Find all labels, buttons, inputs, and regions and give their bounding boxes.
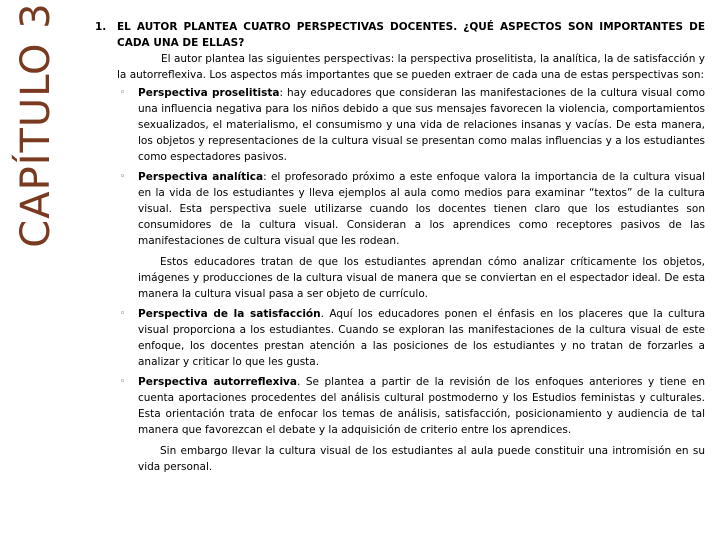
list-item xyxy=(95,306,705,370)
perspective-extra: Estos educadores tratan de que los estudiantes aprendan cómo analizar críticamente los objetos, imágenes y producciones de la cultura visual de manera que se conviertan en el espectador ideal. De esta manera la cultura visual pasa a ser objeto de currículo. xyxy=(138,256,705,300)
question-number: 1. xyxy=(95,21,107,33)
bullet-icon: ◦ xyxy=(120,88,126,98)
chapter-label-container xyxy=(6,0,66,250)
perspective-body: . Aquí los educadores ponen el énfasis en los placeres que la cultura visual proporciona a los estudiantes. Cuando se exploran las manifestaciones de la cultura visual de este enfoque, los docentes prestan atención a las posiciones de los estudiantes y no tratan de forzarles a analizar y criticar lo que les gusta. xyxy=(138,308,705,368)
perspective-list xyxy=(95,85,705,475)
perspective-body: : el profesorado próximo a este enfoque valora la importancia de la cultura visual en la vida de los estudiantes y lleva ejemplos al aula como medios para examinar “textos” de la cultura visual. Esta perspectiva suele utilizarse cuando los docentes tienen claro que los estudiantes son consumidores de la cultura visual. Consideran a los aprendices como receptores pasivos de las manifestaciones de cultura visual que les rodean. xyxy=(138,171,705,247)
chapter-label: CAPÍTULO 3 xyxy=(13,2,59,248)
bullet-icon: ◦ xyxy=(120,309,126,319)
perspective-term: Perspectiva de la satisfacción xyxy=(138,308,321,320)
bullet-icon: ◦ xyxy=(120,172,126,182)
question-heading xyxy=(95,19,705,51)
perspective-term: Perspectiva proselitista xyxy=(138,87,280,99)
question-text: EL AUTOR PLANTEA CUATRO PERSPECTIVAS DOCENTES. ¿QUÉ ASPECTOS SON IMPORTANTES DE CADA UNA DE ELLAS? xyxy=(117,21,705,49)
perspective-term: Perspectiva autorreflexiva xyxy=(138,376,297,388)
perspective-body: : hay educadores que consideran las manifestaciones de la cultura visual como una influencia negativa para los niños debido a que sus mensajes favorecen la violencia, comportamientos sexualizados, el materialismo, el consumismo y una vida de relaciones insanas y vacías. De esta manera, los objetos y representaciones de la cultura visual se presentan como malas influencias y a los estudiantes como espectadores pasivos. xyxy=(138,87,705,163)
perspective-term: Perspectiva analítica xyxy=(138,171,264,183)
document-body xyxy=(95,19,705,479)
bullet-icon: ◦ xyxy=(120,377,126,387)
list-item xyxy=(95,169,705,302)
intro-paragraph: El autor plantea las siguientes perspectivas: la perspectiva proselitista, la analítica, la de satisfacción y la autorreflexiva. Los aspectos más importantes que se pueden extraer de cada una de estas perspectivas son: xyxy=(117,53,705,81)
list-item xyxy=(95,85,705,165)
perspective-body: . Se plantea a partir de la revisión de los enfoques anteriores y tiene en cuenta aportaciones procedentes del análisis cultural postmoderno y los Estudios feministas y culturales. Esta orientación trata de enfocar los temas de análisis, satisfacción, posicionamiento y audiencia de tal manera que favorezcan el debate y la adquisición de criterio entre los aprendices. xyxy=(138,376,705,436)
perspective-extra: Sin embargo llevar la cultura visual de los estudiantes al aula puede constituir una intromisión en su vida personal. xyxy=(138,445,705,473)
list-item xyxy=(95,374,705,475)
